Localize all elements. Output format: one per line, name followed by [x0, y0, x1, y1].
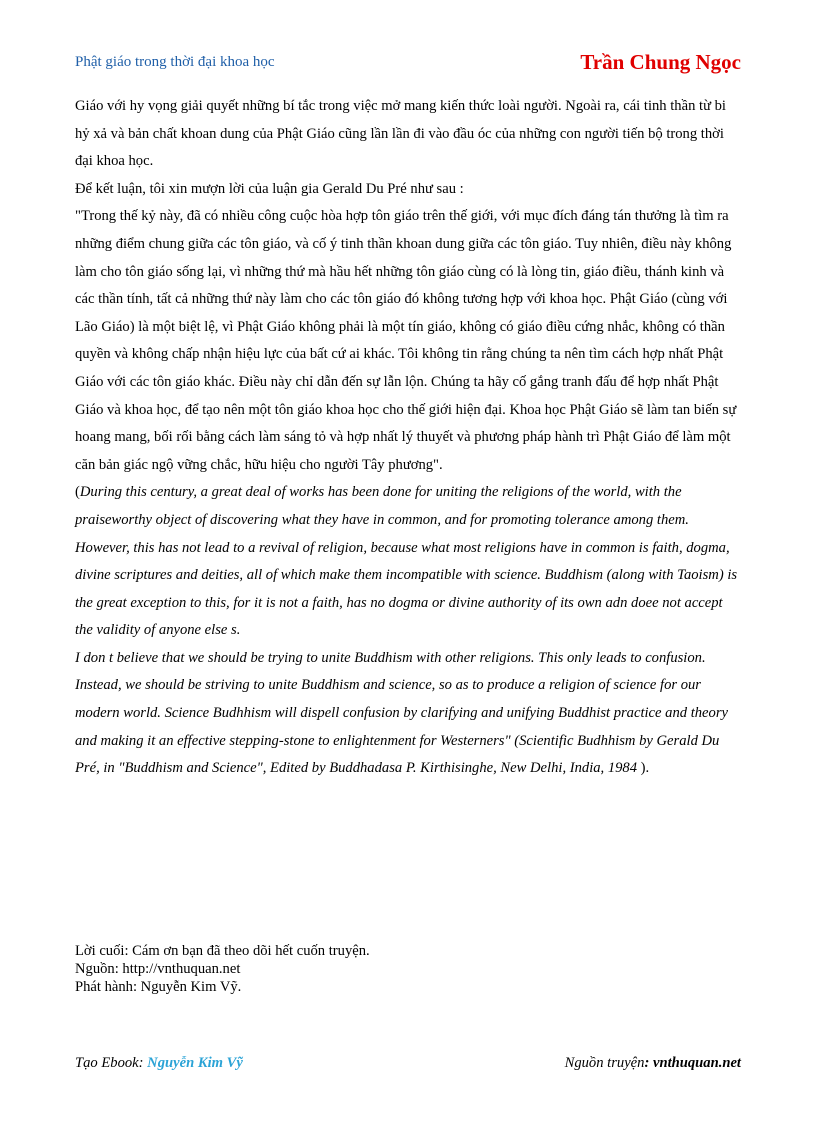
- ebook-credit: Tạo Ebook: Nguyễn Kim Vỹ: [75, 1055, 243, 1071]
- source-site: vnthuquan.net: [652, 1055, 741, 1071]
- english-quote-paragraph: [75, 645, 743, 783]
- ebook-creator: Nguyễn Kim Vỹ: [147, 1055, 243, 1071]
- paragraph: "Trong thế kỷ này, đã có nhiều công cuộc hòa hợp tôn giáo trên thế giới, với mục đích đáng tán thưởng là tìm ra những điểm chung giữa các tôn giáo, và cố ý tinh thần khoan dung giữa các tôn giáo. Tuy nhiên, điều này không làm cho tôn giáo sống lại, vì những thứ mà hầu hết những tôn giáo cùng có là lòng tin, giáo điều, thánh kinh và các thần tính, tất cả những thứ này làm cho các tôn giáo đó không tương hợp với khoa học. Phật Giáo (cùng với Lão Giáo) là một biệt lệ, vì Phật Giáo không phải là một tín giáo, không có giáo điều cứng nhắc, không có thần quyền và không chấp nhận hiệu lực của bất cứ ai khác. Tôi không tin rằng chúng ta nên tìm cách hợp nhất Phật Giáo với các tôn giáo khác. Điều này chỉ dẫn đến sự lẫn lộn. Chúng ta hãy cố gắng tranh đấu để hợp nhất Phật Giáo và khoa học, để tạo nên một tôn giáo khoa học cho thế giới hiện đại. Khoa học Phật Giáo sẽ làm tan biến sự hoang mang, bối rối bằng cách làm sáng tỏ và hợp nhất lý thuyết và phương pháp hành trì Phật Giáo để làm một căn bản giác ngộ vững chắc, hữu hiệu cho người Tây phương".: [75, 208, 737, 473]
- body-text: [75, 93, 743, 783]
- english-quote-paragraph: [75, 479, 743, 645]
- close-paren: ).: [637, 760, 650, 777]
- paragraph: Giáo với hy vọng giải quyết những bí tắc trong việc mở mang kiến thức loài người. Ngoài ra, cái tinh thần từ bi hỷ xả và bản chất khoan dung của Phật Giáo cũng lần lần đi vào đầu óc của những con người tiến bộ trong thời đại khoa học.: [75, 98, 726, 170]
- source-line: Nguồn: http://vnthuquan.net: [75, 961, 241, 977]
- publisher-line: Phát hành: Nguyễn Kim Vỹ.: [75, 979, 242, 995]
- english-quote-text: During this century, a great deal of works has been done for uniting the religions of the world, with the praiseworthy object of discovering what they have in common, and for promoting tolerance among them. However, this has not lead to a revival of religion, because what most religions have in common is faith, dogma, divine scriptures and deities, all of which make them incompatible with science. Buddhism (along with Taoism) is the great exception to this, for it is not a faith, has no dogma or divine authority of its own adn doee not accept the validity of anyone else s.: [75, 484, 738, 639]
- author-name: Trần Chung Ngọc: [580, 50, 741, 74]
- book-title: Phật giáo trong thời đại khoa học: [75, 54, 275, 70]
- open-paren: (: [75, 484, 80, 501]
- paragraph: Để kết luận, tôi xin mượn lời của luận gia Gerald Du Pré như sau :: [75, 180, 464, 197]
- source-credit: Nguồn truyện: vnthuquan.net: [564, 1055, 741, 1071]
- english-quote-text: I don t believe that we should be trying to unite Buddhism with other religions. This only leads to confusion. Instead, we should be striving to unite Buddhism and science, so as to produce a religion of science for our modern world. Science Budhhism will dispell confusion by clarifying and unifying Buddhist practice and theory and making it an effective stepping-stone to enlightenment for Westerners" (Scientific Budhhism by Gerald Du Pré, in "Buddhism and Science", Edited by Buddhadasa P. Kirthisinghe, New Delhi, India, 1984: [75, 649, 728, 777]
- closing-line: Lời cuối: Cám ơn bạn đã theo dõi hết cuốn truyện.: [75, 943, 370, 959]
- page-header: [75, 50, 741, 76]
- closing-notes: [75, 942, 370, 996]
